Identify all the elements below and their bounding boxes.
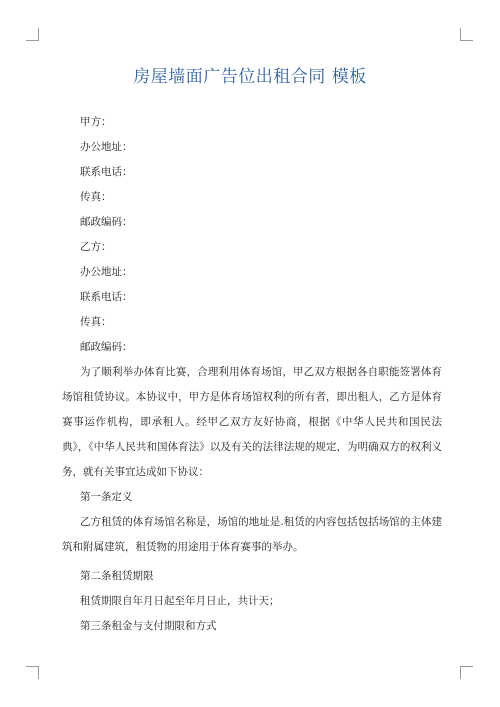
article-1-body: 乙方租赁的体育场馆名称是，场馆的地址是.租赁的内容包括包括场馆的主体建筑和附属建筑，租赁物的用途用于体育赛事的举办。 <box>62 516 442 553</box>
party-b-postcode: 邮政编码： <box>80 341 133 353</box>
party-a-label: 甲方： <box>80 116 112 128</box>
document-title: 房屋墙面广告位出租合同 模板 <box>133 67 367 87</box>
intro-paragraph: 为了顺利举办体育比赛，合理利用体育场馆，甲乙双方根据各自职能签署体育场馆租赁协议。本协议中，甲方是体育场馆权利的所有者，即出租人，乙方是体育赛事运作机构，即承租人。经甲乙双方友好协商，根据《中华人民共和国民法典》，《中华人民共和国体育法》以及有关的法律法规的规定，为明确双方的权利义务，就有关事宜达成如下协议： <box>62 366 442 478</box>
article-2-heading: 第二条租赁期限 <box>80 570 154 582</box>
party-b-phone: 联系电话： <box>80 291 133 303</box>
party-b-office-address: 办公地址： <box>80 266 133 278</box>
crop-mark-top-right <box>460 28 473 41</box>
party-a-postcode: 邮政编码： <box>80 216 133 228</box>
article-3-heading: 第三条租金与支付期限和方式 <box>80 620 217 632</box>
party-a-phone: 联系电话： <box>80 166 133 178</box>
party-b-label: 乙方： <box>80 241 112 253</box>
party-b-fax: 传真： <box>80 316 112 328</box>
party-a-office-address: 办公地址： <box>80 141 133 153</box>
crop-mark-bottom-left <box>26 666 39 679</box>
article-1-heading: 第一条定义 <box>80 491 133 503</box>
party-a-fax: 传真： <box>80 191 112 203</box>
crop-mark-top-left <box>26 28 39 41</box>
article-2-body: 租赁期限自年月日起至年月日止，共计天； <box>80 595 280 607</box>
crop-mark-bottom-right <box>460 666 473 679</box>
